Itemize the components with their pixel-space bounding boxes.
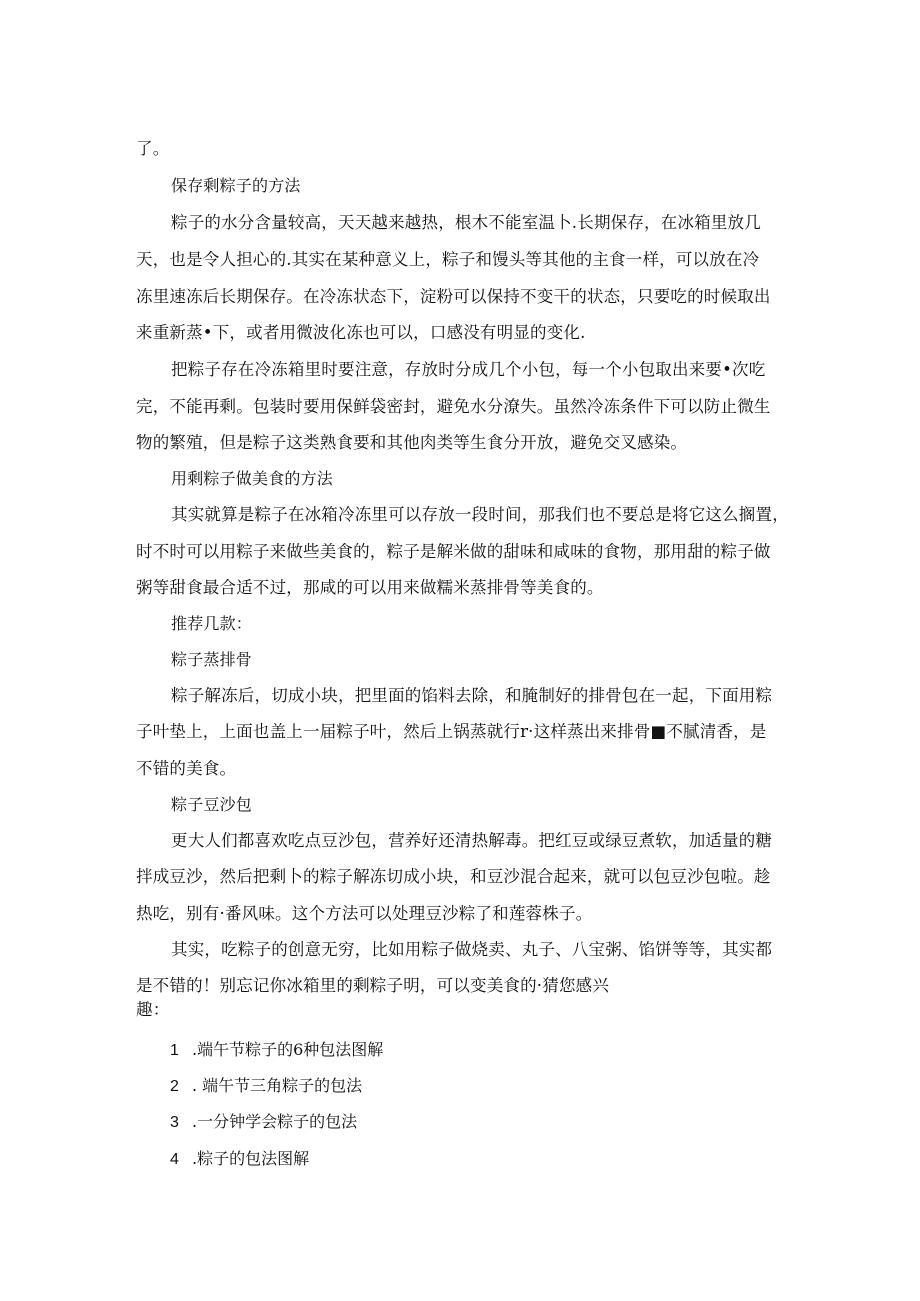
- intro-tail: 了。: [136, 139, 170, 158]
- list-number: 4: [170, 1151, 179, 1168]
- paragraph-line: 粽子的水分含量较高，天天越来越热，根木不能室温卜.长期保存，在冰箱里放几: [171, 213, 761, 232]
- paragraph-line: 拌成豆沙，然后把剩卜的粽子解冻切成小块，和豆沙混合起来，就可以包豆沙包啦。趁: [136, 867, 771, 886]
- paragraph-line: 其实，吃粽子的创意无穷，比如用粽子做烧卖、丸子、八宝粥、馅饼等等，其实都: [171, 940, 773, 959]
- paragraph-line: 来重新蒸•下，或者用微波化冻也可以，口感没有明显的变化.: [136, 323, 586, 342]
- paragraph-line: 热吃，别有·番风味。这个方法可以处理豆沙粽了和莲蓉株子。: [136, 904, 593, 923]
- paragraph-line: 冻里速冻后长期保存。在冷冻状态下，淀粉可以保持不变干的状态，只要吃的时候取出: [136, 287, 771, 306]
- related-link-text: .一分钟学会粽子的包法: [192, 1112, 358, 1131]
- dish-title-bean-paste-bun: 粽子豆沙包: [171, 795, 253, 814]
- related-link[interactable]: [170, 1076, 362, 1097]
- recommend-label: 推荐几款：: [171, 614, 253, 633]
- related-link[interactable]: [170, 1112, 357, 1133]
- related-link-text: . 端午节三角粽子的包法: [192, 1076, 363, 1095]
- paragraph-line: 粽子解冻后，切成小块，把里面的馅料去除，和腌制好的排骨包在一起，下面用粽: [171, 686, 773, 705]
- related-link-text: .端午节粽子的6种包法图解: [192, 1040, 384, 1059]
- dish-title-steamed-ribs: 粽子蒸排骨: [171, 650, 253, 669]
- paragraph-line: 天，也是令人担心的.其实在某种意义上，粽子和馒头等其他的主食一样，可以放在冷: [136, 250, 760, 269]
- paragraph-line: 完，不能再剩。包装时要用保鲜袋密封，避免水分潦失。虽然冷冻条件下可以防止微生: [136, 397, 771, 416]
- paragraph-line: 是不错的！别忘记你冰箱里的剩粽子明，可以变美食的·猜您感兴: [136, 976, 610, 995]
- related-link[interactable]: [170, 1040, 383, 1061]
- list-number: 3: [170, 1114, 179, 1131]
- related-link-text: .粽子的包法图解: [192, 1149, 310, 1168]
- paragraph-line: 物的繁殖，但是粽子这类熟食要和其他肉类等生食分开放，避免交叉感染。: [136, 433, 688, 452]
- paragraph-line: 更大人们都喜欢吃点豆沙包，营养好还清热解毒。把红豆或绿豆煮软，加适量的糖: [171, 831, 773, 850]
- section-heading-storage: 保存剩粽子的方法: [171, 176, 301, 195]
- related-link[interactable]: [170, 1149, 309, 1170]
- paragraph-line: 其实就算是粽子在冰箱冷冻里可以存放一段时间，那我们也不要总是将它这么搁置，: [171, 505, 789, 524]
- paragraph-line: 子叶垫上，上面也盖上一届粽子叶，然后上锅蒸就行r·这样蒸出来排骨■不腻清香，是: [136, 722, 767, 741]
- paragraph-line: 不错的美食。: [136, 759, 237, 778]
- list-number: 2: [170, 1078, 179, 1095]
- paragraph-line: 趣：: [136, 1000, 170, 1019]
- paragraph-line: 粥等甜食最合适不过，那咸的可以用来做糯米蒸排骨等美食的。: [136, 578, 604, 597]
- list-number: 1: [170, 1042, 179, 1059]
- paragraph-line: 时不时可以用粽子来做些美食的，粽子是解米做的甜味和咸味的食物，那用甜的粽子做: [136, 542, 771, 561]
- section-heading-recipes: 用剩粽子做美食的方法: [171, 469, 334, 488]
- paragraph-line: 把粽子存在冷冻箱里时要注意，存放时分成几个小包，每一个小包取出来要•次吃: [171, 360, 766, 379]
